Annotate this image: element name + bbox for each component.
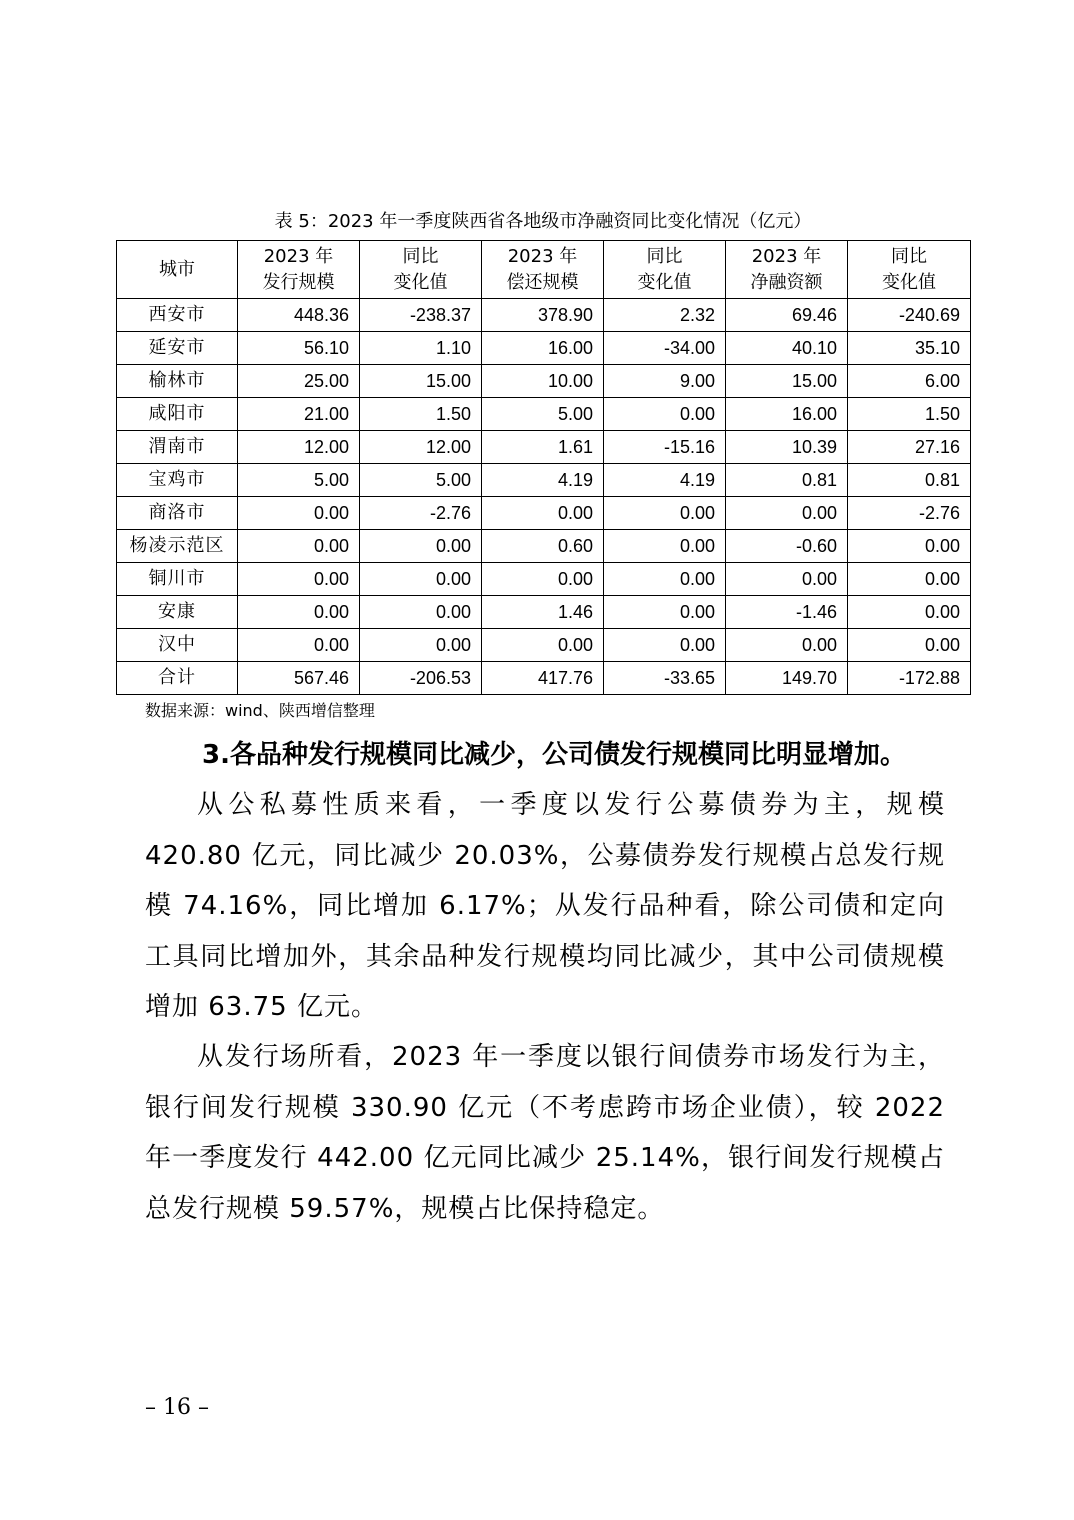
value-cell: 1.50 (360, 398, 482, 431)
value-cell: 0.00 (848, 629, 971, 662)
city-cell: 西安市 (117, 299, 238, 332)
value-cell: 0.00 (604, 497, 726, 530)
value-cell: 0.00 (482, 497, 604, 530)
column-header-line: 偿还规模 (506, 271, 579, 293)
value-cell: 0.00 (604, 398, 726, 431)
value-cell: 0.00 (726, 563, 848, 596)
value-cell: 448.36 (238, 299, 360, 332)
body-paragraph-2: 从发行场所看，2023 年一季度以银行间债券市场发行为主，银行间发行规模 330.90 亿元（不考虑跨市场企业债），较 2022 年一季度发行 442.00 亿元同比减少 25.14%，银行间发行规模占总发行规模 59.57%，规模占比保持稳定。 (145, 1042, 945, 1224)
value-cell: 5.00 (360, 464, 482, 497)
value-cell: 15.00 (726, 365, 848, 398)
column-header-line: 城市 (159, 258, 195, 280)
value-cell: 56.10 (238, 332, 360, 365)
value-cell: 12.00 (238, 431, 360, 464)
column-header-line: 2023 年 (751, 245, 822, 267)
value-cell: 10.39 (726, 431, 848, 464)
table-row (117, 530, 971, 563)
value-cell: -15.16 (604, 431, 726, 464)
value-cell: 16.00 (482, 332, 604, 365)
value-cell: 9.00 (604, 365, 726, 398)
value-cell: -34.00 (604, 332, 726, 365)
table-body (117, 299, 971, 695)
value-cell: 0.00 (482, 563, 604, 596)
value-cell: 35.10 (848, 332, 971, 365)
value-cell: 1.50 (848, 398, 971, 431)
value-cell: 2.32 (604, 299, 726, 332)
value-cell: 0.81 (726, 464, 848, 497)
value-cell: 6.00 (848, 365, 971, 398)
value-cell: -0.60 (726, 530, 848, 563)
net-financing-table (116, 240, 971, 695)
value-cell: 0.00 (848, 563, 971, 596)
value-cell: 0.00 (238, 497, 360, 530)
value-cell: 0.00 (604, 629, 726, 662)
table-row (117, 431, 971, 464)
value-cell: -1.46 (726, 596, 848, 629)
table-row (117, 596, 971, 629)
column-header-line: 2023 年 (263, 245, 334, 267)
value-cell: 0.00 (482, 629, 604, 662)
value-cell: 149.70 (726, 662, 848, 695)
value-cell: 5.00 (238, 464, 360, 497)
value-cell: -2.76 (360, 497, 482, 530)
value-cell: 0.00 (604, 596, 726, 629)
value-cell: 0.00 (726, 629, 848, 662)
column-header (360, 241, 482, 299)
city-cell: 商洛市 (117, 497, 238, 530)
value-cell: 15.00 (360, 365, 482, 398)
value-cell: 0.00 (360, 563, 482, 596)
value-cell: 40.10 (726, 332, 848, 365)
city-cell: 安康 (117, 596, 238, 629)
value-cell: 0.81 (848, 464, 971, 497)
value-cell: 4.19 (482, 464, 604, 497)
table-row (117, 365, 971, 398)
value-cell: -2.76 (848, 497, 971, 530)
table-row (117, 464, 971, 497)
value-cell: -206.53 (360, 662, 482, 695)
column-header-line: 同比 (402, 245, 439, 267)
table-row (117, 332, 971, 365)
table-row (117, 398, 971, 431)
column-header-line: 发行规模 (262, 271, 335, 293)
column-header (238, 241, 360, 299)
value-cell: 16.00 (726, 398, 848, 431)
table-row (117, 299, 971, 332)
value-cell: 0.00 (360, 596, 482, 629)
column-header-line: 净融资额 (750, 271, 823, 293)
value-cell: 25.00 (238, 365, 360, 398)
value-cell: 567.46 (238, 662, 360, 695)
column-header (726, 241, 848, 299)
column-header (848, 241, 971, 299)
value-cell: 0.00 (604, 563, 726, 596)
city-cell: 杨凌示范区 (117, 530, 238, 563)
city-cell: 宝鸡市 (117, 464, 238, 497)
value-cell: 1.10 (360, 332, 482, 365)
value-cell: 0.00 (604, 530, 726, 563)
value-cell: 0.60 (482, 530, 604, 563)
value-cell: 1.46 (482, 596, 604, 629)
value-cell: 0.00 (238, 563, 360, 596)
value-cell: 0.00 (360, 530, 482, 563)
column-header-line: 变化值 (637, 271, 692, 293)
section-heading: 3.各品种发行规模同比减少，公司债发行规模同比明显增加。 (202, 740, 906, 770)
value-cell: 27.16 (848, 431, 971, 464)
column-header (482, 241, 604, 299)
city-cell: 咸阳市 (117, 398, 238, 431)
body-paragraph-1: 从公私募性质来看，一季度以发行公募债券为主，规模 420.80 亿元，同比减少 20.03%，公募债券发行规模占总发行规模 74.16%，同比增加 6.17%；从发行品种看，除公司债和定向工具同比增加外，其余品种发行规模均同比减少，其中公司债规模增加 63.75 亿元。 (145, 790, 945, 1022)
city-cell: 合计 (117, 662, 238, 695)
value-cell: 0.00 (238, 530, 360, 563)
value-cell: 378.90 (482, 299, 604, 332)
table-row (117, 497, 971, 530)
column-header (604, 241, 726, 299)
value-cell: 417.76 (482, 662, 604, 695)
city-cell: 延安市 (117, 332, 238, 365)
value-cell: 0.00 (726, 497, 848, 530)
value-cell: 0.00 (848, 596, 971, 629)
value-cell: 21.00 (238, 398, 360, 431)
value-cell: -33.65 (604, 662, 726, 695)
column-header (117, 241, 238, 299)
value-cell: 1.61 (482, 431, 604, 464)
column-header-line: 变化值 (882, 271, 936, 293)
table-row (117, 629, 971, 662)
table-caption: 表 5：2023 年一季度陕西省各地级市净融资同比变化情况（亿元） (274, 211, 812, 232)
page-number: – 16 – (145, 1395, 209, 1420)
city-cell: 汉中 (117, 629, 238, 662)
value-cell: 12.00 (360, 431, 482, 464)
value-cell: 69.46 (726, 299, 848, 332)
table-row (117, 563, 971, 596)
value-cell: 10.00 (482, 365, 604, 398)
data-source-note: 数据来源：wind、陕西增信整理 (145, 701, 375, 720)
value-cell: -238.37 (360, 299, 482, 332)
column-header-line: 变化值 (393, 271, 448, 293)
value-cell: -172.88 (848, 662, 971, 695)
value-cell: 4.19 (604, 464, 726, 497)
value-cell: 0.00 (360, 629, 482, 662)
value-cell: 0.00 (238, 629, 360, 662)
city-cell: 铜川市 (117, 563, 238, 596)
column-header-line: 同比 (646, 245, 683, 267)
value-cell: 0.00 (848, 530, 971, 563)
value-cell: 5.00 (482, 398, 604, 431)
table-row (117, 662, 971, 695)
value-cell: 0.00 (238, 596, 360, 629)
table-header-row (117, 241, 971, 299)
column-header-line: 2023 年 (507, 245, 578, 267)
city-cell: 渭南市 (117, 431, 238, 464)
column-header-line: 同比 (891, 245, 927, 267)
value-cell: -240.69 (848, 299, 971, 332)
city-cell: 榆林市 (117, 365, 238, 398)
